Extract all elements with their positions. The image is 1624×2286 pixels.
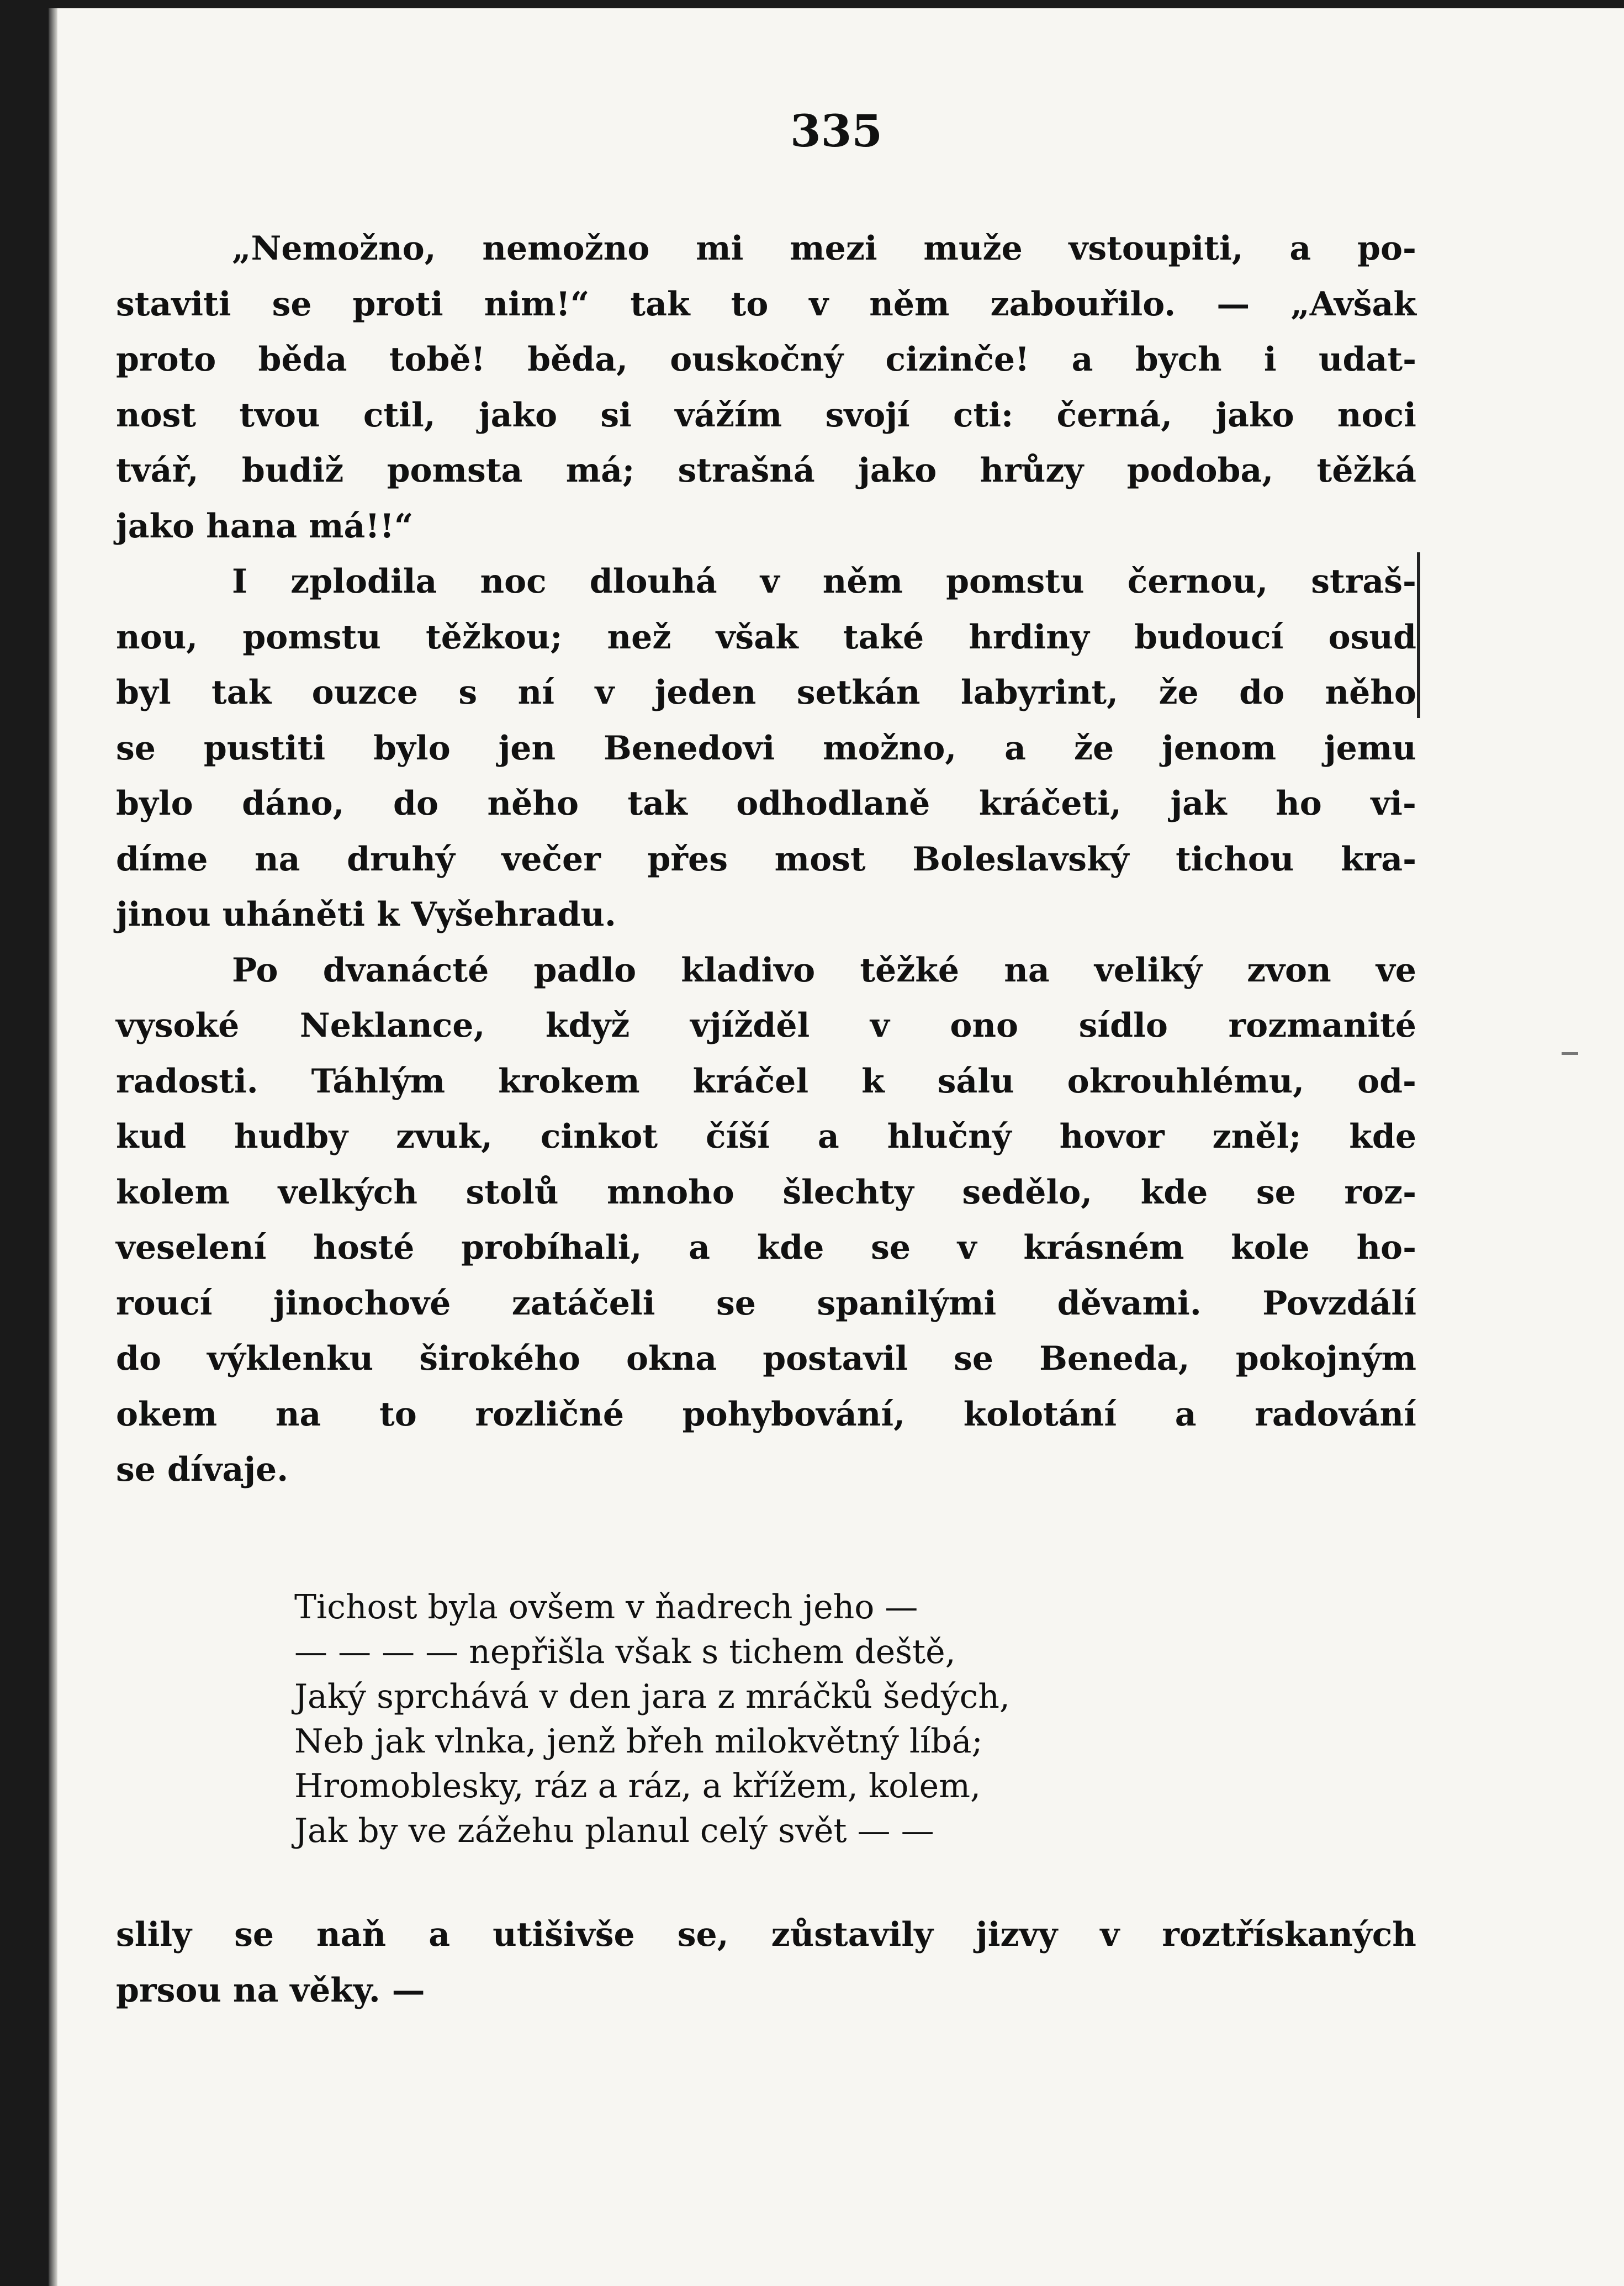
- text-line: bylo dáno, do něho tak odhodlaně kráčeti, jak ho vi-: [116, 784, 1416, 823]
- text-line: slily se naň a utišivše se, zůstavily jizvy v roztřískaných: [116, 1915, 1416, 1954]
- poem-line: — — — — nepřišla však s tichem deště,: [294, 1633, 956, 1671]
- text-line: „Nemožno, nemožno mi mezi muže vstoupiti, a po-: [232, 229, 1416, 268]
- text-line: kolem velkých stolů mnoho šlechty sedělo, kde se roz-: [116, 1173, 1416, 1212]
- poem-line: Jak by ve zážehu planul celý svět — —: [294, 1812, 934, 1850]
- edge-mark: [1562, 1052, 1578, 1055]
- text-line: do výklenku širokého okna postavil se Beneda, pokojným: [116, 1339, 1416, 1378]
- text-line: nost tvou ctil, jako si vážím svojí cti: černá, jako noci: [116, 395, 1416, 435]
- text-line: kud hudby zvuk, cinkot číší a hlučný hovor zněl; kde: [116, 1117, 1416, 1156]
- text-line: tvář, budiž pomsta má; strašná jako hrůzy podoba, těžká: [116, 451, 1416, 490]
- main-text: [116, 221, 1416, 1498]
- poem-line: Tichost byla ovšem v ňadrech jeho —: [294, 1588, 918, 1627]
- text-line: proto běda tobě! běda, ouskočný cizinče! a bych i udat-: [116, 340, 1416, 379]
- text-line: vysoké Neklance, když vjížděl v ono sídlo rozmanité: [116, 1006, 1416, 1045]
- text-line: byl tak ouzce s ní v jeden setkán labyrint, že do něho: [116, 673, 1416, 712]
- text-line: se dívaje.: [116, 1450, 289, 1489]
- text-line: se pustiti bylo jen Benedovi možno, a že jenom jemu: [116, 728, 1416, 768]
- page-number: 335: [790, 105, 882, 157]
- poem-verse: [294, 1585, 1010, 1854]
- text-line: veselení hosté probíhali, a kde se v krásném kole ho-: [116, 1228, 1416, 1267]
- text-line: okem na to rozličné pohybování, kolotání a radování: [116, 1395, 1416, 1434]
- book-spine-shadow: [49, 8, 57, 2286]
- poem-line: Jaký sprchává v den jara z mráčků šedých,: [294, 1677, 1010, 1716]
- text-line: jako hana má!!“: [116, 506, 414, 546]
- text-line: díme na druhý večer přes most Boleslavský tichou kra-: [116, 840, 1416, 879]
- text-line: radosti. Táhlým krokem kráčel k sálu okrouhlému, od-: [116, 1062, 1416, 1101]
- poem-line: Neb jak vlnka, jenž břeh milokvětný líbá;: [294, 1722, 983, 1761]
- text-line: I zplodila noc dlouhá v něm pomstu černou, straš-: [232, 562, 1416, 601]
- text-line: prsou na věky. —: [116, 1971, 425, 2010]
- text-line: Po dvanácté padlo kladivo těžké na veliký zvon ve: [232, 951, 1416, 990]
- poem-line: Hromoblesky, ráz a ráz, a křížem, kolem,: [294, 1767, 981, 1805]
- text-line: staviti se proti nim!“ tak to v něm zabouřilo. — „Avšak: [116, 284, 1416, 324]
- margin-line-mark: [1417, 552, 1420, 718]
- text-line: jinou uháněti k Vyšehradu.: [116, 895, 616, 934]
- closing-text: [116, 1907, 1416, 2018]
- book-page: [49, 8, 1624, 2286]
- text-line: nou, pomstu těžkou; než však také hrdiny budoucí osud: [116, 617, 1416, 657]
- text-line: roucí jinochové zatáčeli se spanilými děvami. Povzdálí: [116, 1284, 1416, 1323]
